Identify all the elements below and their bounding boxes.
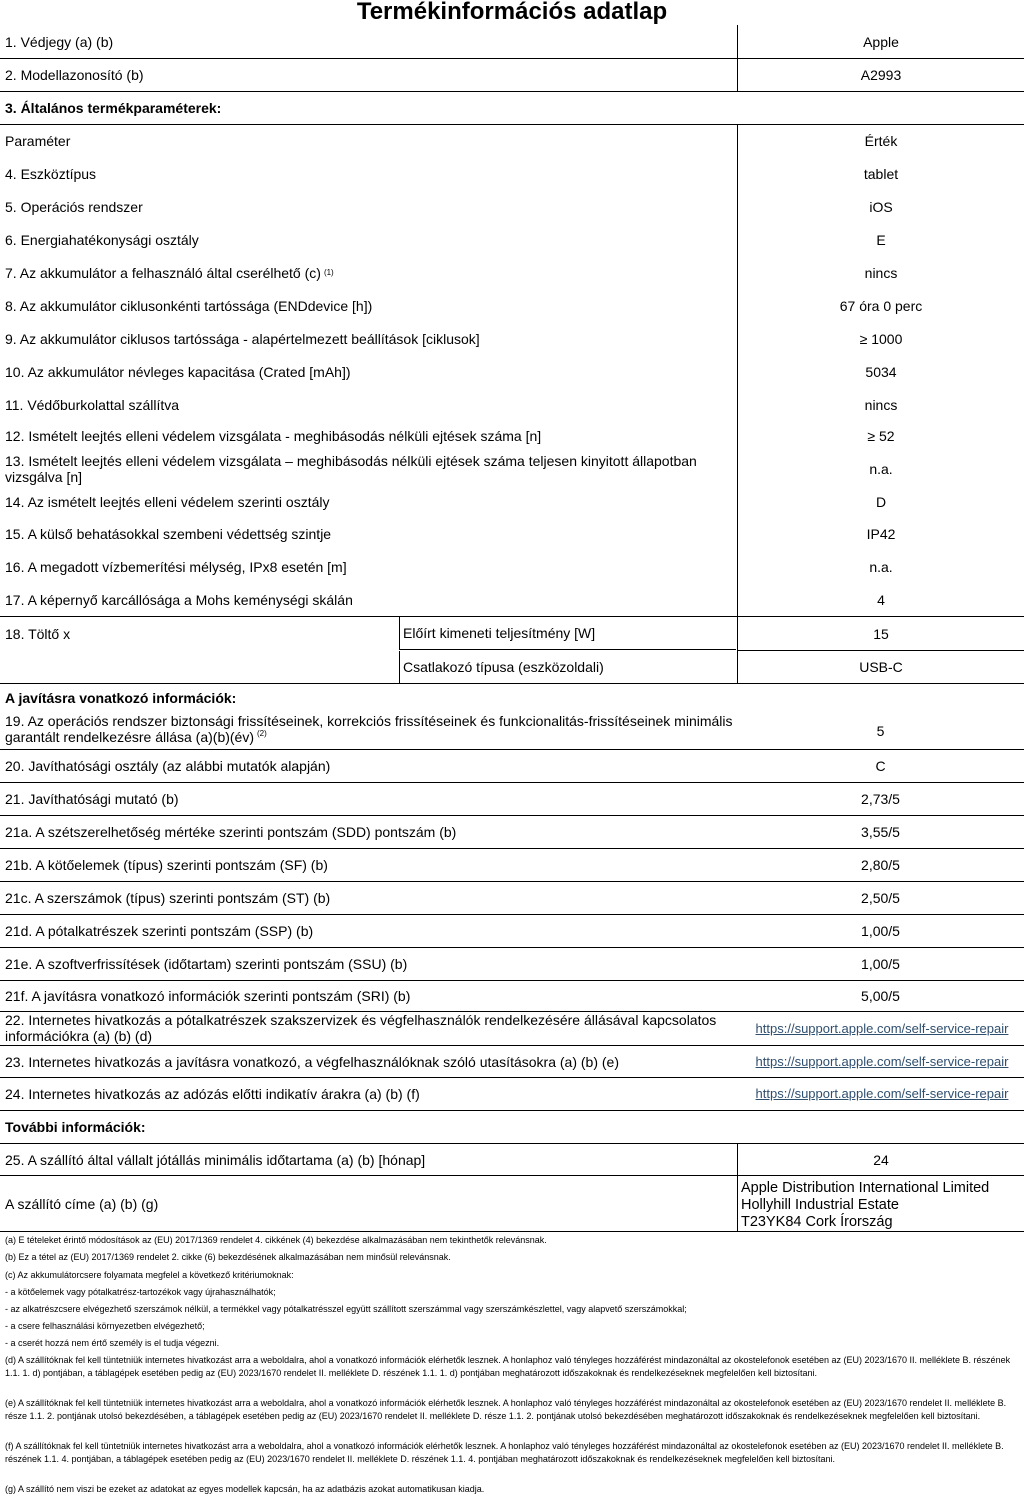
row-link-parts (0, 1012, 1024, 1046)
address-line: Apple Distribution International Limited (741, 1180, 990, 1196)
row-label: 2. Modellazonosító (b) (5, 66, 144, 83)
address-line: T23YK84 Cork Írország (741, 1214, 893, 1230)
row-value: C (875, 758, 886, 774)
row-battery-endurance (0, 289, 1024, 322)
row-label: 21b. A kötőelemek (típus) szerinti pontszám (SF) (b) (5, 857, 328, 873)
row-link-prices (0, 1078, 1024, 1111)
row-label: 4. Eszköztípus (5, 165, 97, 182)
row-link-manual (0, 1046, 1024, 1078)
row-label: Paraméter (5, 132, 71, 149)
row-param-header (0, 124, 1024, 157)
row-value: Érték (737, 124, 1024, 157)
row-label: 18. Töltő x (5, 625, 71, 642)
footnote: (b) Ez a tétel az (EU) 2017/1369 rendelet 2. cikke (6) bekezdésének alkalmazásában nem minősül relevánsnak. (5, 1252, 451, 1262)
row-value: E (737, 223, 1024, 256)
row-label: 21a. A szétszerelhetőség mértéke szerinti pontszám (SDD) pontszám (b) (5, 824, 457, 840)
row-label: A szállító címe (a) (b) (g) (5, 1195, 159, 1212)
row-sdd (0, 816, 1024, 849)
row-value: nincs (737, 388, 1024, 421)
row-sf (0, 849, 1024, 882)
row-label: 12. Ismételt leejtés elleni védelem vizsgálata - meghibásodás nélküli ejtések száma [n] (5, 427, 542, 444)
footnote: (e) A szállítóknak fel kell tüntetniük internetes hivatkozást arra a weboldalra, ahol a vonatkozó információk elérhetők lesznek. A honlaphoz való tényleges hozzáférést mindazonáltal az okostelefonok esetében az (EU) 2023/1670 rendelet II. melléklete B. része 1.1. 2. pontjának utolsó bekezdésében, a táblagépek esetében pedig az (EU) 2023/1670 rendelet II. melléklete D. része 1.1. 2. pontjának utolsó bekezdésében meghatározott időszakoknak és rendelkezéseknek megfelelően kell biztosítani. (5, 1398, 1007, 1421)
row-protective-cover (0, 388, 1024, 421)
row-label: 10. Az akkumulátor névleges kapacitása (Crated [mAh]) (5, 363, 351, 380)
section-title: A javításra vonatkozó információk: (5, 690, 237, 706)
supplier-address (737, 1176, 1024, 1231)
row-label: 16. A megadott vízbemerítési mélység, IPx8 esetén [m] (5, 558, 347, 575)
section-repair-header (0, 684, 1024, 712)
row-label: 15. A külső behatásokkal szembeni védettség szintje (5, 525, 332, 542)
charger-connector-value: USB-C (737, 651, 1024, 683)
charger-connector-label: Csatlakozó típusa (eszközoldali) (399, 651, 736, 683)
row-value: D (737, 487, 1024, 517)
row-value: 67 óra 0 perc (737, 289, 1024, 322)
row-value: 5 (876, 722, 885, 739)
row-drop-test-open (0, 450, 1024, 487)
row-label: 11. Védőburkolattal szállítva (5, 396, 180, 413)
row-repair-class (0, 750, 1024, 783)
row-value: 2,80/5 (861, 857, 900, 873)
section-more-header (0, 1111, 1024, 1144)
row-value: 2,73/5 (861, 791, 900, 807)
footnote: - a cserét hozzá nem értő személy is el tudja végezni. (5, 1338, 220, 1348)
row-ssp (0, 915, 1024, 948)
row-sri (0, 981, 1024, 1012)
footnote: (f) A szállítóknak fel kell tüntetniük internetes hivatkozást arra a weboldalra, ahol a vonatkozó információk elérhetők lesznek. A honlaphoz való tényleges hozzáférést mindazonáltal az okostelefonok esetében az (EU) 2023/1670 rendelet II. melléklete B. részének 1.1. 4. pontjában, a táblagépek esetében pedig az (EU) 2023/1670 rendelet II. melléklete D. részének 1.1. 4. pontjában meghatározott időszakoknak és rendelkezéseknek megfelelően kell biztosítani. (5, 1441, 1004, 1464)
row-value: iOS (737, 190, 1024, 223)
row-charger (0, 617, 1024, 684)
charger-power-label: Előírt kimeneti teljesítmény [W] (399, 617, 736, 650)
footnotes (5, 1234, 1016, 1497)
row-repair-index (0, 783, 1024, 816)
row-value: 1,00/5 (861, 923, 900, 939)
footnote: (a) E tételeket érintő módosítások az (EU) 2017/1369 rendelet 4. cikkének (4) bekezdése alkalmazásában nem tekinthetők relevánsnak. (5, 1235, 547, 1245)
row-label: 21f. A javításra vonatkozó információk szerinti pontszám (SRI) (b) (5, 988, 411, 1004)
page-title: Termékinformációs adatlap (356, 0, 668, 25)
footnote: - a kötőelemek vagy pótalkatrész-tartozékok vagy újrahasználhatók; (5, 1287, 276, 1297)
row-value: 2,50/5 (861, 890, 900, 906)
row-label: 21c. A szerszámok (típus) szerinti pontszám (ST) (b) (5, 890, 331, 906)
row-value: IP42 (737, 517, 1024, 550)
row-drop-test (0, 421, 1024, 450)
row-label: 19. Az operációs rendszer biztonsági frissítéseinek, korrekciós frissítéseinek és funkcionalitás-frissítéseinek minimális garantált rendelkezésre állása (a)(b)(év) $^{(2)}$ (5, 713, 733, 745)
row-drop-class (0, 487, 1024, 517)
row-energy-class (0, 223, 1024, 256)
row-label: 6. Energiahatékonysági osztály (5, 231, 199, 248)
section-general-header (0, 91, 1024, 125)
row-battery-replaceable (0, 256, 1024, 289)
row-value (740, 1012, 1024, 1045)
row-value: nincs (737, 256, 1024, 289)
footnote-ref: (2) (257, 729, 267, 738)
row-label: 13. Ismételt leejtés elleni védelem vizsgálata – meghibásodás nélküli ejtések száma teljesen kinyitott állapotban vizsgálva [n] (5, 452, 697, 485)
row-label: 9. Az akkumulátor ciklusos tartóssága - alapértelmezett beállítások [ciklusok] (5, 330, 480, 347)
section-title: 3. Általános termékparaméterek: (5, 99, 222, 116)
footnote: (g) A szállító nem viszi be ezeket az adatokat az egyes modellek kapcsán, ha az adatbázis azokat automatikusan kiadja. (5, 1484, 485, 1494)
row-battery-cycles (0, 322, 1024, 355)
parts-link[interactable]: https://support.apple.com/self-service-repair (755, 1020, 1009, 1036)
row-value: A2993 (737, 58, 1024, 91)
row-value: n.a. (737, 550, 1024, 583)
row-value: tablet (737, 157, 1024, 190)
row-value: 1,00/5 (861, 956, 900, 972)
row-value: 4 (737, 583, 1024, 616)
row-value: 5,00/5 (861, 988, 900, 1004)
footnote: (d) A szállítóknak fel kell tüntetniük internetes hivatkozást arra a weboldalra, ahol a vonatkozó információk elérhetők lesznek. A honlaphoz való tényleges hozzáférést mindazonáltal az okostelefonok esetében az (EU) 2023/1670 II. melléklete B. részének 1.1. 1. d) pontjában, a táblagépek esetében pedig az (EU) 2023/1670 rendelet II. melléklete D. részének 1.1. 1. d) pontjában meghatározott időszakoknak és rendelkezéseknek megfelelően kell biztosítani. (5, 1355, 1011, 1378)
row-value: n.a. (737, 450, 1024, 487)
row-label: 25. A szállító által vállalt jótállás minimális időtartama (a) (b) [hónap] (5, 1151, 426, 1168)
row-label: 1. Védjegy (a) (b) (5, 33, 114, 50)
row-value: 5034 (737, 355, 1024, 388)
row-label: 24. Internetes hivatkozás az adózás előtti indikatív árakra (a) (b) (f) (5, 1086, 420, 1102)
row-label: 5. Operációs rendszer (5, 198, 143, 215)
row-label: 14. Az ismételt leejtés elleni védelem szerinti osztály (5, 494, 330, 510)
row-label: 22. Internetes hivatkozás a pótalkatrészek szakszervizek és végfelhasználók rendelkezésére állásával kapcsolatos információkra (a) (b) (d) (5, 1012, 717, 1044)
manual-link[interactable]: https://support.apple.com/self-service-repair (755, 1053, 1009, 1069)
row-label: 21d. A pótalkatrészek szerinti pontszám (SSP) (b) (5, 923, 314, 939)
row-model (0, 58, 1024, 92)
footnote: (c) Az akkumulátorcsere folyamata megfelel a következő kritériumoknak: (5, 1270, 294, 1280)
row-battery-capacity (0, 355, 1024, 388)
row-brand (0, 25, 1024, 59)
row-label: 20. Javíthatósági osztály (az alábbi mutatók alapján) (5, 758, 331, 774)
charger-power-value: 15 (737, 617, 1024, 651)
row-value: 3,55/5 (861, 824, 900, 840)
row-ingress (0, 517, 1024, 550)
row-os-updates (0, 712, 1024, 750)
row-value: ≥ 1000 (737, 322, 1024, 355)
row-device-type (0, 157, 1024, 190)
row-warranty (0, 1144, 1024, 1176)
row-value (740, 1078, 1024, 1110)
prices-link[interactable]: https://support.apple.com/self-service-repair (755, 1086, 1009, 1101)
row-value: ≥ 52 (737, 421, 1024, 450)
row-value: Apple (737, 25, 1024, 58)
row-ssu (0, 948, 1024, 981)
row-st (0, 882, 1024, 915)
address-line: Hollyhill Industrial Estate (741, 1197, 899, 1213)
section-title: További információk: (5, 1119, 146, 1135)
footnote: - az alkatrészcsere elvégezhető szerszámok nélkül, a termékkel vagy pótalkatrésszel együtt szállított szerszámmal vagy szerszámkészlettel, vagy alapvető szerszámokkal; (5, 1304, 687, 1314)
row-label: 23. Internetes hivatkozás a javításra vonatkozó, a végfelhasználóknak szóló utasításokra (a) (b) (e) (5, 1053, 619, 1070)
row-label: 17. A képernyő karcállósága a Mohs keménységi skálán (5, 591, 353, 608)
row-label: 21. Javíthatósági mutató (b) (5, 791, 179, 807)
row-value: 24 (737, 1144, 1024, 1175)
footnote: - a csere felhasználási környezetben elvégezhető; (5, 1321, 205, 1331)
row-scratch (0, 583, 1024, 617)
row-address (0, 1176, 1024, 1232)
row-value (740, 1046, 1024, 1077)
row-label: 8. Az akkumulátor ciklusonkénti tartóssága (ENDdevice [h]) (5, 297, 373, 314)
row-label: 7. Az akkumulátor a felhasználó által cserélhető (c) (1) (5, 264, 334, 281)
row-os (0, 190, 1024, 223)
row-immersion (0, 550, 1024, 583)
row-label: 21e. A szoftverfrissítések (időtartam) szerinti pontszám (SSU) (b) (5, 956, 408, 972)
